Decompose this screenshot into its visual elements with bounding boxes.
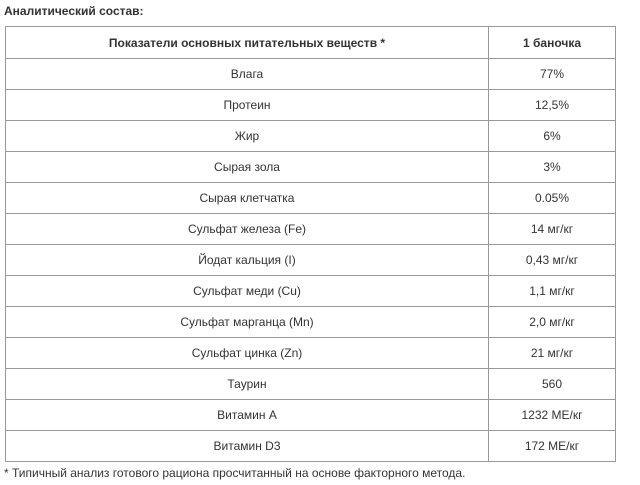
column-header-nutrient: Показатели основных питательных веществ * (6, 27, 489, 59)
nutrient-value: 14 мг/кг (489, 214, 616, 245)
nutrient-value: 0.05% (489, 183, 616, 214)
nutrient-value: 12,5% (489, 90, 616, 121)
table-row (6, 90, 616, 121)
nutrient-value: 3% (489, 152, 616, 183)
nutrient-value: 2,0 мг/кг (489, 307, 616, 338)
nutrient-name: Таурин (6, 369, 489, 400)
nutrient-name: Сырая клетчатка (6, 183, 489, 214)
nutrient-value: 6% (489, 121, 616, 152)
nutrient-value: 172 МЕ/кг (489, 431, 616, 462)
table-header-row (6, 27, 616, 59)
nutrient-value: 21 мг/кг (489, 338, 616, 369)
table-row (6, 431, 616, 462)
nutrient-name: Сырая зола (6, 152, 489, 183)
nutrient-name: Йодат кальция (I) (6, 245, 489, 276)
nutrient-value: 0,43 мг/кг (489, 245, 616, 276)
table-row (6, 276, 616, 307)
column-header-per-can: 1 баночка (489, 27, 616, 59)
table-row (6, 400, 616, 431)
table-row (6, 121, 616, 152)
nutrient-value: 1232 МЕ/кг (489, 400, 616, 431)
nutrient-name: Витамин D3 (6, 431, 489, 462)
table-row (6, 152, 616, 183)
nutrient-name: Сульфат железа (Fe) (6, 214, 489, 245)
table-row (6, 369, 616, 400)
nutrient-name: Сульфат цинка (Zn) (6, 338, 489, 369)
nutrient-name: Влага (6, 59, 489, 90)
nutrient-name: Сульфат меди (Cu) (6, 276, 489, 307)
nutrient-name: Жир (6, 121, 489, 152)
footnote: * Типичный анализ готового рациона просчитанный на основе факторного метода. (4, 466, 466, 480)
nutrient-value: 77% (489, 59, 616, 90)
table-row (6, 245, 616, 276)
section-heading: Аналитический состав: (4, 4, 144, 18)
nutrient-table (5, 26, 616, 462)
table-row (6, 59, 616, 90)
nutrient-name: Сульфат марганца (Mn) (6, 307, 489, 338)
table-row (6, 183, 616, 214)
table-row (6, 338, 616, 369)
nutrient-name: Витамин A (6, 400, 489, 431)
nutrient-value: 1,1 мг/кг (489, 276, 616, 307)
table-row (6, 214, 616, 245)
table-row (6, 307, 616, 338)
nutrient-value: 560 (489, 369, 616, 400)
nutrient-name: Протеин (6, 90, 489, 121)
